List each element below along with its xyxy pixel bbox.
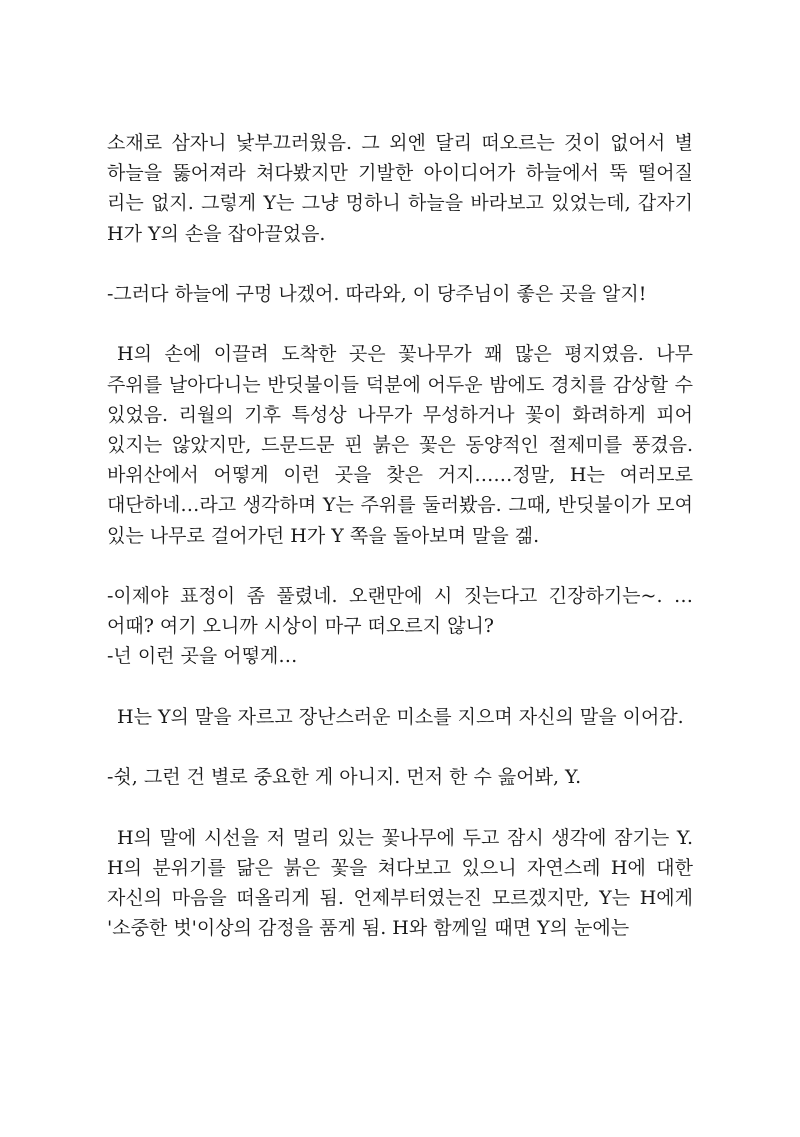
- paragraph-3: H는 Y의 말을 자르고 장난스러운 미소를 지으며 자신의 말을 이어감.: [117, 705, 684, 728]
- paragraph-1: 소재로 삼자니 낯부끄러웠음. 그 외엔 달리 떠오르는 것이 없어서 별 하늘을 뚫어져라 쳐다봤지만 기발한 아이디어가 하늘에서 뚝 떨어질 리는 없지. 그렇게 Y는 그냥 멍하니 하늘을 바라보고 있었는데, 갑자기 H가 Y의 손을 잡아끌었음.: [107, 132, 693, 245]
- dialogue-line-2: -이제야 표정이 좀 풀렸네. 오랜만에 시 짓는다고 긴장하기는~. …어때? 여기 오니까 시상이 마구 떠오르지 않니?: [107, 585, 693, 638]
- dialogue-line-4: -쉿, 그런 건 별로 중요한 게 아니지. 먼저 한 수 읊어봐, Y.: [107, 766, 582, 789]
- paragraph-2: H의 손에 이끌려 도착한 곳은 꽃나무가 꽤 많은 평지였음. 나무 주위를 날아다니는 반딧불이들 덕분에 어두운 밤에도 경치를 감상할 수 있었음. 리월의 기후 특성상 나무가 무성하거나 꽃이 화려하게 피어 있지는 않았지만, 드문드문 핀 붉은 꽃은 동양적인 절제미를 풍겼음. 바위산에서 어떻게 이런 곳을 찾은 거지……정말, H는 여러모로 대단하네…라고 생각하며 Y는 주위를 둘러봤음. 그때, 반딧불이가 모여 있는 나무로 걸어가던 H가 Y 쪽을 돌아보며 말을 겖.: [107, 343, 693, 547]
- paragraph-4: H의 말에 시선을 저 멀리 있는 꽃나무에 두고 잠시 생각에 잠기는 Y. H의 분위기를 닮은 붉은 꽃을 쳐다보고 있으니 자연스레 H에 대한 자신의 마음을 떠올리게 됨. 언제부터였는진 모르겠지만, Y는 H에게 '소중한 벗'이상의 감정을 품게 됨. H와 함께일 때면 Y의 눈에는: [107, 826, 693, 940]
- document-body: [107, 128, 693, 974]
- dialogue-group: [107, 581, 693, 672]
- dialogue-line-3: -넌 이런 곳을 어떻게…: [107, 645, 298, 668]
- dialogue-line-1: -그러다 하늘에 구멍 나겠어. 따라와, 이 당주님이 좋은 곳을 알지!: [107, 283, 647, 305]
